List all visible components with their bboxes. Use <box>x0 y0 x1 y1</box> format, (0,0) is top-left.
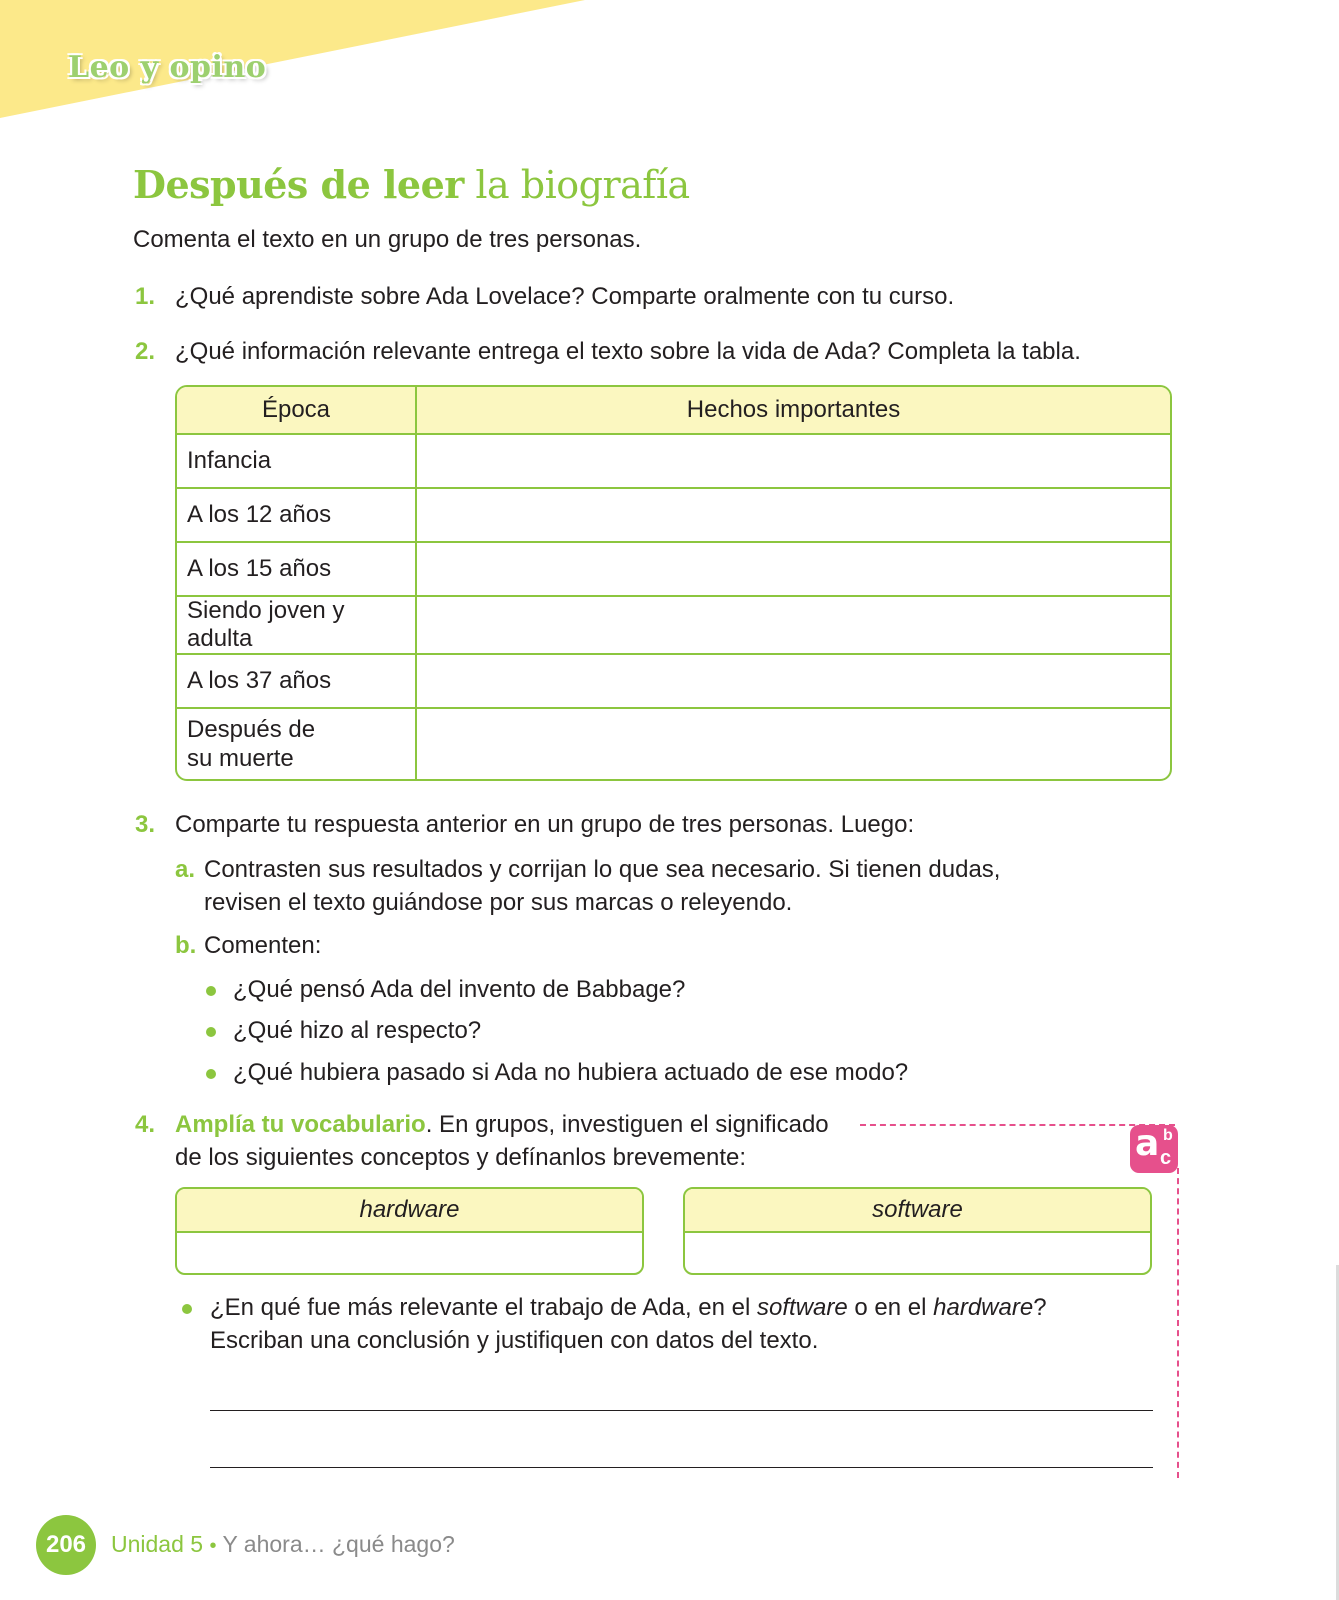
definition-field[interactable] <box>685 1233 1150 1273</box>
row-label: A los 37 años <box>177 655 417 709</box>
bullet-dot <box>206 986 216 996</box>
table-row <box>177 435 1170 489</box>
text-part: ? <box>1033 1294 1047 1321</box>
row-label <box>177 709 417 779</box>
table-header-row <box>177 387 1170 435</box>
vocabulary-highlight: Amplía tu vocabulario <box>175 1111 426 1138</box>
question-4-number: 4. <box>135 1111 156 1138</box>
question-3b-text: Comenten: <box>204 932 322 959</box>
instruction-text: Comenta el texto en un grupo de tres personas. <box>133 226 642 253</box>
row-label: A los 15 años <box>177 543 417 597</box>
section-tag: Leo y opino <box>68 50 267 85</box>
row-label: Infancia <box>177 435 417 489</box>
vocab-term: software <box>685 1189 1150 1233</box>
column-header-epoca: Época <box>177 387 417 435</box>
bullet-dot <box>206 1069 216 1079</box>
vocab-term: hardware <box>177 1189 642 1233</box>
software-term: software <box>757 1294 848 1321</box>
title-rest: la biografía <box>475 163 690 207</box>
answer-cell[interactable] <box>417 435 1170 489</box>
answer-cell[interactable] <box>417 543 1170 597</box>
question-3-number: 3. <box>135 811 156 838</box>
question-3b-label: b. <box>175 932 197 959</box>
question-3a-label: a. <box>175 856 196 883</box>
table-row <box>177 709 1170 779</box>
definition-field[interactable] <box>177 1233 642 1273</box>
icon-letter: a <box>1135 1123 1160 1164</box>
bullet-dot <box>182 1304 192 1314</box>
page-number: 206 <box>36 1515 96 1575</box>
abc-vocabulary-icon <box>1130 1125 1178 1173</box>
icon-letter: c <box>1160 1147 1172 1169</box>
footer-unit-title <box>111 1531 455 1558</box>
bullet-item: ¿Qué pensó Ada del invento de Babbage? <box>233 976 686 1003</box>
conclusion-question-line2: Escriban una conclusión y justifiquen con datos del texto. <box>210 1327 819 1354</box>
table-row <box>177 597 1170 655</box>
question-4-line1-rest: . En grupos, investiguen el significado <box>425 1111 829 1138</box>
unit-title: Y ahora… ¿qué hago? <box>222 1531 455 1557</box>
table-row <box>177 543 1170 597</box>
row-label: A los 12 años <box>177 489 417 543</box>
question-4-line1 <box>175 1111 829 1139</box>
bullet-item: ¿Qué hizo al respecto? <box>233 1017 482 1044</box>
vocab-box-software <box>683 1187 1152 1275</box>
bullet-item: ¿Qué hubiera pasado si Ada no hubiera actuado de ese modo? <box>233 1059 909 1086</box>
vocab-box-hardware <box>175 1187 644 1275</box>
question-3a-line1: Contrasten sus resultados y corrijan lo que sea necesario. Si tienen dudas, <box>204 856 1001 883</box>
question-3-text: Comparte tu respuesta anterior en un grupo de tres personas. Luego: <box>175 811 915 838</box>
table-row <box>177 655 1170 709</box>
question-1-number: 1. <box>135 283 156 310</box>
answer-cell[interactable] <box>417 709 1170 779</box>
answer-cell[interactable] <box>417 597 1170 655</box>
unit-label: Unidad 5 <box>111 1531 204 1557</box>
conclusion-question-line1 <box>210 1294 1047 1322</box>
question-2-text: ¿Qué información relevante entrega el texto sobre la vida de Ada? Completa la tabla. <box>175 338 1081 365</box>
answer-line[interactable] <box>210 1467 1153 1468</box>
answer-line[interactable] <box>210 1410 1153 1411</box>
bullet-dot <box>206 1027 216 1037</box>
title-bold: Después de leer <box>133 162 464 207</box>
text-part: o en el <box>847 1294 934 1321</box>
question-4-line2: de los siguientes conceptos y defínanlos brevemente: <box>175 1144 747 1171</box>
table-row <box>177 489 1170 543</box>
row-label: Siendo joven y adulta <box>177 597 417 655</box>
life-events-table <box>175 385 1172 781</box>
question-2-number: 2. <box>135 338 156 365</box>
icon-letter: b <box>1163 1127 1173 1144</box>
page-title <box>133 162 690 207</box>
footer-separator: • <box>209 1535 217 1557</box>
dashed-divider <box>860 1124 1175 1126</box>
question-3a-line2: revisen el texto guiándose por sus marcas o releyendo. <box>204 889 793 916</box>
column-header-hechos: Hechos importantes <box>417 387 1170 435</box>
answer-cell[interactable] <box>417 489 1170 543</box>
row-label-text: Después de su muerte <box>187 716 316 772</box>
text-part: ¿En qué fue más relevante el trabajo de Ada, en el <box>210 1294 758 1321</box>
answer-cell[interactable] <box>417 655 1170 709</box>
question-1-text: ¿Qué aprendiste sobre Ada Lovelace? Comparte oralmente con tu curso. <box>175 283 955 310</box>
dashed-divider <box>1177 1168 1179 1478</box>
hardware-term: hardware <box>933 1294 1034 1321</box>
